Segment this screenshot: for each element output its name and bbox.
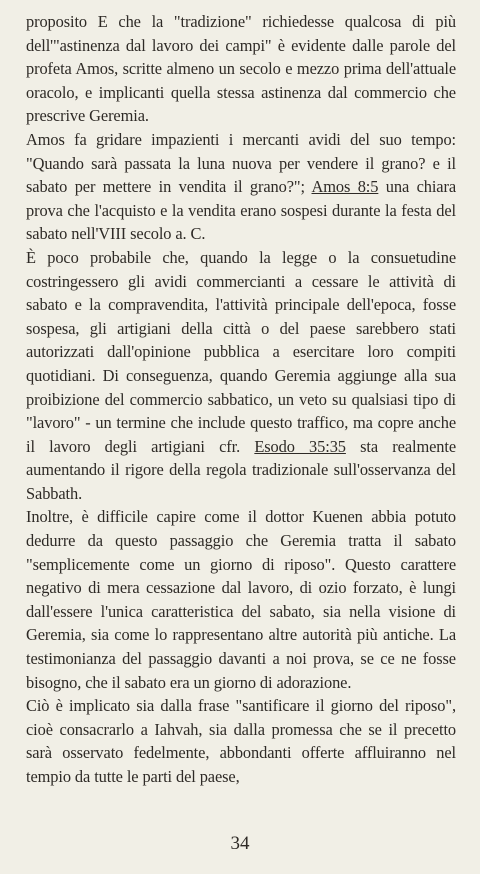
paragraph-text: Ciò è implicato sia dalla frase "santificare il giorno del riposo", cioè consacrarlo a Iahvah, sia dalla promessa che se il precetto sarà osservato fedelmente, abbondanti offerte affluiranno nel tempio da tutte le parti del paese,: [26, 696, 456, 786]
paragraph-text: proposito E che la "tradizione" richiedesse qualcosa di più dell'"astinenza dal lavoro dei campi" è evidente dalle parole del profeta Amos, scritte almeno un secolo e mezzo prima dell'attuale oracolo, e implicanti quella stessa astinenza dal commercio che prescrive Geremia.: [26, 12, 456, 126]
paragraph-text: Amos fa gridare impazienti i mercanti avidi del suo tempo: "Quando sarà passata la luna nuova per vendere il grano? e il sabato per mettere in vendita il grano?";: [26, 129, 456, 197]
paragraph: [26, 128, 456, 246]
scripture-reference-link[interactable]: Amos 8:5: [311, 177, 379, 197]
paragraph-text: sta realmente aumentando il rigore della regola tradizionale sull'osservanza del Sabbath.: [26, 436, 456, 503]
paragraph: [26, 10, 456, 128]
paragraph-text: È poco probabile che, quando la legge o la consuetudine costringessero gli avidi commercianti a cessare le attività di sabato e la compravendita, l'attività principale dell'epoca, fosse sospesa, gli artigiani della città o del paese sarebbero stati autorizzati dall'opinione pubblica a esercitare loro compiti quotidiani. Di conseguenza, quando Geremia aggiunge alla sua proibizione del commercio sabbatico, un veto su qualsiasi tipo di "lavoro" - un termine che include questo traffico, ma copre anche il lavoro degli artigiani cfr.: [26, 247, 456, 456]
paragraph: [26, 246, 456, 506]
page-number: 34: [230, 833, 250, 854]
paragraph: [26, 505, 456, 694]
paragraph: [26, 694, 456, 788]
scripture-reference-link[interactable]: Esodo 35:35: [254, 436, 346, 456]
body-text: [26, 10, 456, 789]
paragraph-text: una chiara prova che l'acquisto e la vendita erano sospesi durante la festa del sabato nell'VIII secolo a. C.: [26, 177, 457, 244]
paragraph-text: Inoltre, è difficile capire come il dottor Kuenen abbia potuto dedurre da questo passaggio che Geremia tratta il sabato "semplicemente come un giorno di riposo". Questo carattere negativo di mera cessazione dal lavoro, di ozio forzato, è lungi dall'essere l'unica caratteristica del sabato, sia nella visione di Geremia, sia come lo rappresentano altre autorità più antiche. La testimonianza del passaggio davanti a noi prova, se ce ne fosse bisogno, che il sabato era un giorno di adorazione.: [26, 507, 456, 692]
